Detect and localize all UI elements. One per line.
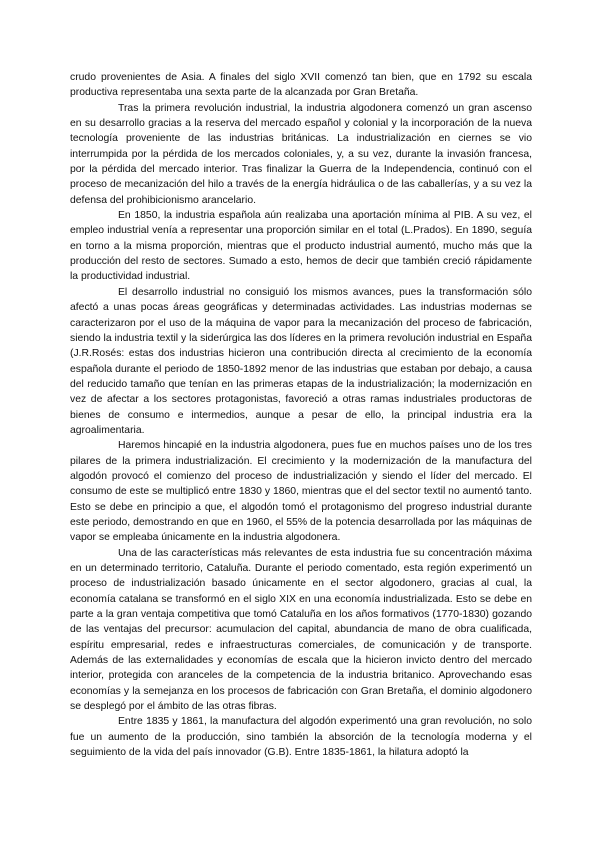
document-page bbox=[70, 70, 532, 760]
paragraph: Una de las características más relevantes de esta industria fue su concentración máxima en un determinado territorio, Cataluña. Durante el periodo comentado, esta región experimentó un proceso de industrialización basado únicamente en el sector algodonero, gracias al cual, la economía catalana se transformó en el siglo XIX en una economía industrializada. Esto se debe en parte a la gran ventaja competitiva que tomó Cataluña en los años formativos (1770-1830) gozando de las ventajas del precursor: acumulacion del capital, abundancia de mano de obra cualificada, espíritu empresarial, redes e infraestructuras comerciales, de comunicación y de transporte. Además de las externalidades y economías de escala que la hicieron invicto dentro del mercado interior, protegida con aranceles de la competencia de la industria britanico. Aprovechando esas economías y la semejanza en los procesos de fabricación con Gran Bretaña, el dominio algodonero se desplegó por el ámbito de las otras fibras. bbox=[70, 547, 532, 713]
paragraph: Haremos hincapié en la industria algodonera, pues fue en muchos países uno de los tres pilares de la primera industrialización. El crecimiento y la modernización de la manufactura del algodón provocó el comienzo del proceso de industrialización y siendo el líder del mercado. El consumo de este se multiplicó entre 1830 y 1860, mientras que el del sector textil no aumentó tanto. Esto se debe en principio a que, el algodón tomó el protagonismo del progreso industrial durante este periodo, demostrando en que en 1960, el 55% de la potencia desarrollada por las máquinas de vapor se empleaba únicamente en la industria algodonera. bbox=[70, 440, 532, 544]
paragraph: El desarrollo industrial no consiguió los mismos avances, pues la transformación sólo afectó a unas pocas áreas geográficas y determinadas actividades. Las industrias modernas se caracterizaron por el uso de la máquina de vapor para la mecanización del proceso de fabricación, siendo la industria textil y la siderúrgica las dos líderes en la primera revolución industrial en España (J.R.Rosés: estas dos industrias hicieron una contribución directa al crecimiento de la economía española durante el periodo de 1850-1892 menor de las industrias que estaban por debajo, a causa del reducido tamaño que tenían en las primeras etapas de la industrialización; la modernización en vez de afectar a los sectores protagonistas, favoreció a otras ramas industriales productoras de bienes de consumo e intermedios, aunque a pesar de ello, la principal industria era la agroalimentaria. bbox=[70, 286, 532, 436]
paragraph: Entre 1835 y 1861, la manufactura del algodón experimentó una gran revolución, no solo fue un aumento de la producción, sino también la absorción de la tecnología moderna y el seguimiento de la vida del país innovador (G.B). Entre 1835-1861, la hilatura adoptó la bbox=[70, 716, 532, 759]
paragraph: crudo provenientes de Asia. A finales del siglo XVII comenzó tan bien, que en 1792 su escala productiva representaba una sexta parte de la alcanzada por Gran Bretaña. bbox=[70, 72, 532, 99]
paragraph: En 1850, la industria española aún realizaba una aportación mínima al PIB. A su vez, el empleo industrial venía a representar una proporción similar en el total (L.Prados). En 1890, seguía en torno a la misma proporción, mientras que el producto industrial aumentó, mucho más que la producción del resto de sectores. Sumado a esto, hemos de decir que también creció rápidamente la productividad industrial. bbox=[70, 210, 532, 283]
paragraph: Tras la primera revolución industrial, la industria algodonera comenzó un gran ascenso en su desarrollo gracias a la reserva del mercado español y colonial y la incorporación de la nueva tecnología proveniente de las industrias británicas. La industrialización en ciernes se vio interrumpida por la pérdida de los mercados coloniales, y, a su vez, durante la invasión francesa, por la pérdida del mercado interior. Tras finalizar la Guerra de la Independencia, continuó con el proceso de mecanización del hilo a través de la energía hidráulica o de las caballerías, y a su vez la defensa del prohibicionismo arancelario. bbox=[70, 102, 532, 206]
